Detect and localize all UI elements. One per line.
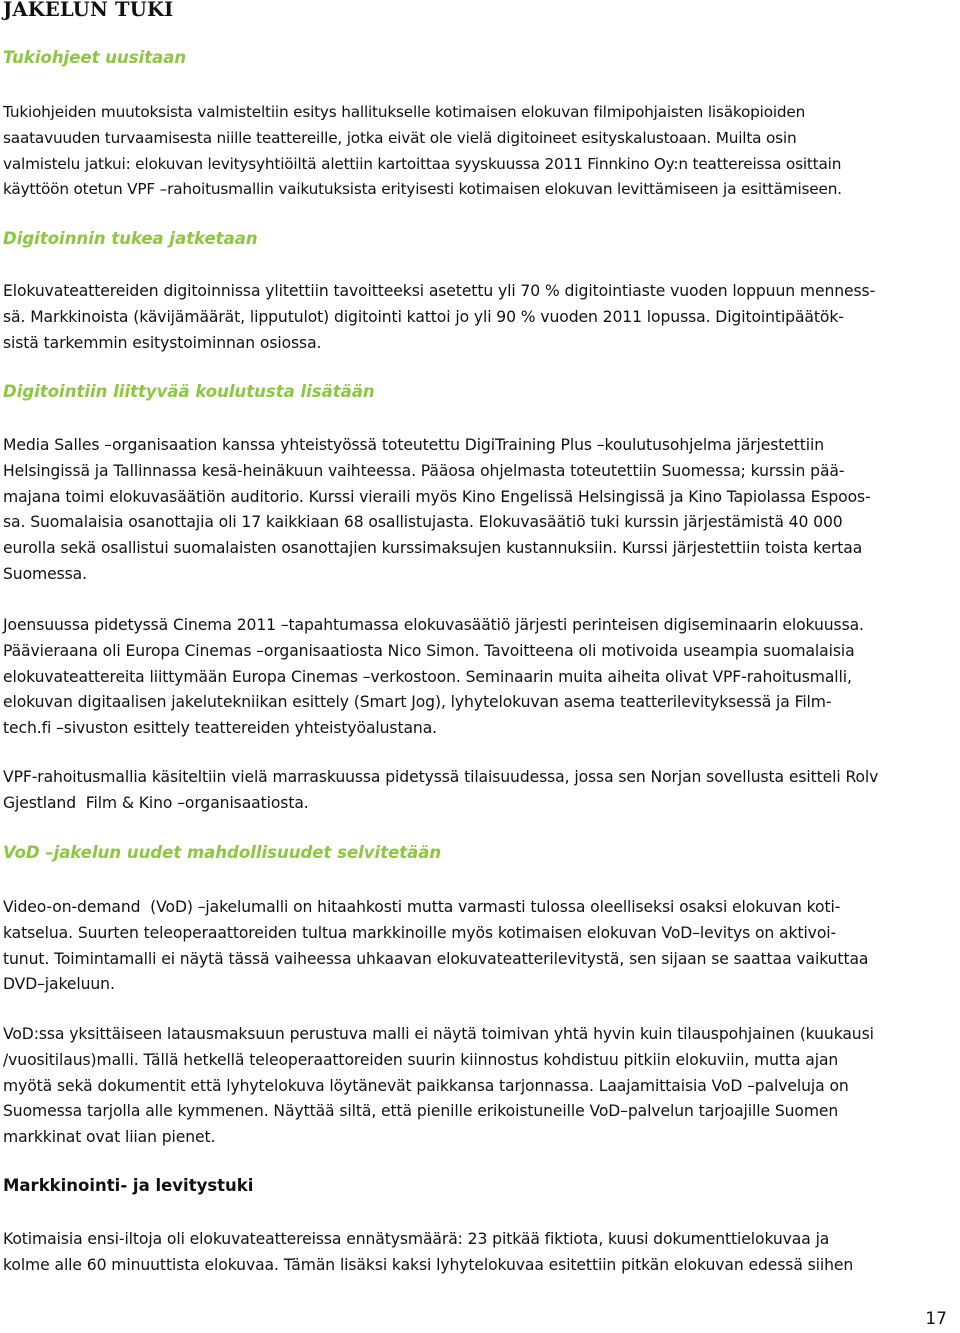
heading-koulutus: Digitointiin liittyvää koulutusta lisätään [3, 382, 375, 401]
paragraph-tukiohjeet: Tukiohjeiden muutoksista valmisteltiin esitys hallitukselle kotimaisen elokuvan filmipohjaisten lisäkopioiden saatavuuden turvaamisesta niille teattereille, jotka eivät ole vielä digitoineet esityskalustoaan. Muilta osin valmistelu jatkui: elokuvan levitysyhtiöiltä alettiin kartoittaa syyskuussa 2011 Finnkino Oy:n teattereissa osittain käyttöön otetun VPF –rahoitusmallin vaikutuksista erityisesti kotimaisen elokuvan levittämiseen ja esittämiseen. [3, 103, 842, 199]
section-title: JAKELUN TUKI [3, 0, 174, 21]
paragraph-vod-2: VoD:ssa yksittäiseen latausmaksuun perustuva malli ei näytä toimivan yhtä hyvin kuin tilauspohjainen (kuukausi /vuositilaus)malli. Tällä hetkellä teleoperaattoreiden suurin kiinnostus kohdistuu pitkiin elokuviin, mutta ajan myötä sekä dokumentit että lyhytelokuva löytänevät paikkansa tarjonnassa. Laajamittaisia VoD –palveluja on Suomessa tarjolla alle kymmenen. Näyttää siltä, että pienille erikoistuneille VoD–palvelun tarjoajille Suomen markkinat ovat liian pienet. [3, 1025, 874, 1147]
paragraph-markkinointi: Kotimaisia ensi-iltoja oli elokuvateattereissa ennätysmäärä: 23 pitkää fiktiota, kuusi dokumenttielokuvaa ja kolme alle 60 minuuttista elokuvaa. Tämän lisäksi kaksi lyhytelokuvaa esitettiin pitkän elokuvan edessä siihen [3, 1230, 854, 1274]
heading-digitoinnin-tuki: Digitoinnin tukea jatketaan [3, 229, 258, 248]
paragraph-koulutus-3: VPF-rahoitusmallia käsiteltiin vielä marraskuussa pidetyssä tilaisuudessa, jossa sen Norjan sovellusta esitteli Rolv Gjestland Film & Kino –organisaatiosta. [3, 768, 879, 812]
paragraph-vod-1: Video-on-demand (VoD) –jakelumalli on hitaahkosti mutta varmasti tulossa oleelliseksi osaksi elokuvan koti- katselua. Suurten teleoperaattoreiden tultua markkinoille myös kotimaisen elokuvan VoD–levitys on aktivoi- tunut. Toimintamalli ei näytä tässä vaiheessa uhkaavan elokuvateatterilevitystä, sen sijaan se saattaa vaikuttaa DVD–jakeluun. [3, 898, 869, 994]
paragraph-koulutus-2: Joensuussa pidetyssä Cinema 2011 –tapahtumassa elokuvasäätiö järjesti perinteisen digiseminaarin elokuussa. Päävieraana oli Europa Cinemas –organisaatiosta Nico Simon. Tavoitteena oli motivoida useampia suomalaisia elokuvateattereita liittymään Europa Cinemas –verkostoon. Seminaarin muita aiheita olivat VPF-rahoitusmalli, elokuvan digitaalisen jakelutekniikan esittely (Smart Jog), lyhytelokuvan asema teatterilevityksessä ja Film- tech.fi –sivuston esittely teattereiden yhteistyöalustana. [3, 616, 864, 738]
paragraph-koulutus-1: Media Salles –organisaation kanssa yhteistyössä toteutettu DigiTraining Plus –koulutusohjelma järjestettiin Helsingissä ja Tallinnassa kesä-heinäkuun vaihteessa. Pääosa ohjelmasta toteutettiin Suomessa; kurssin pää- majana toimi elokuvasäätiön auditorio. Kurssi vieraili myös Kino Engelissä Helsingissä ja Kino Tapiolassa Espoos- sa. Suomalaisia osanottajia oli 17 kaikkiaan 68 osallistujasta. Elokuvasäätiö tuki kurssin järjestämistä 40 000 eurolla sekä osallistui suomalaisten osanottajien kurssimaksujen kustannuksiin. Kurssi järjestettiin toista kertaa Suomessa. [3, 436, 871, 583]
heading-vod: VoD –jakelun uudet mahdollisuudet selvitetään [3, 843, 442, 862]
paragraph-digitoinnin-tuki: Elokuvateattereiden digitoinnissa ylitettiin tavoitteeksi asetettu yli 70 % digitointiaste vuoden loppuun menness- sä. Markkinoista (kävijämäärät, lipputulot) digitointi kattoi jo yli 90 % vuoden 2011 lopussa. Digitointipäätök- sistä tarkemmin esitystoiminnan osiossa. [3, 282, 876, 352]
heading-markkinointi: Markkinointi- ja levitystuki [3, 1176, 254, 1195]
page-number: 17 [925, 1309, 947, 1329]
heading-tukiohjeet: Tukiohjeet uusitaan [3, 48, 187, 67]
